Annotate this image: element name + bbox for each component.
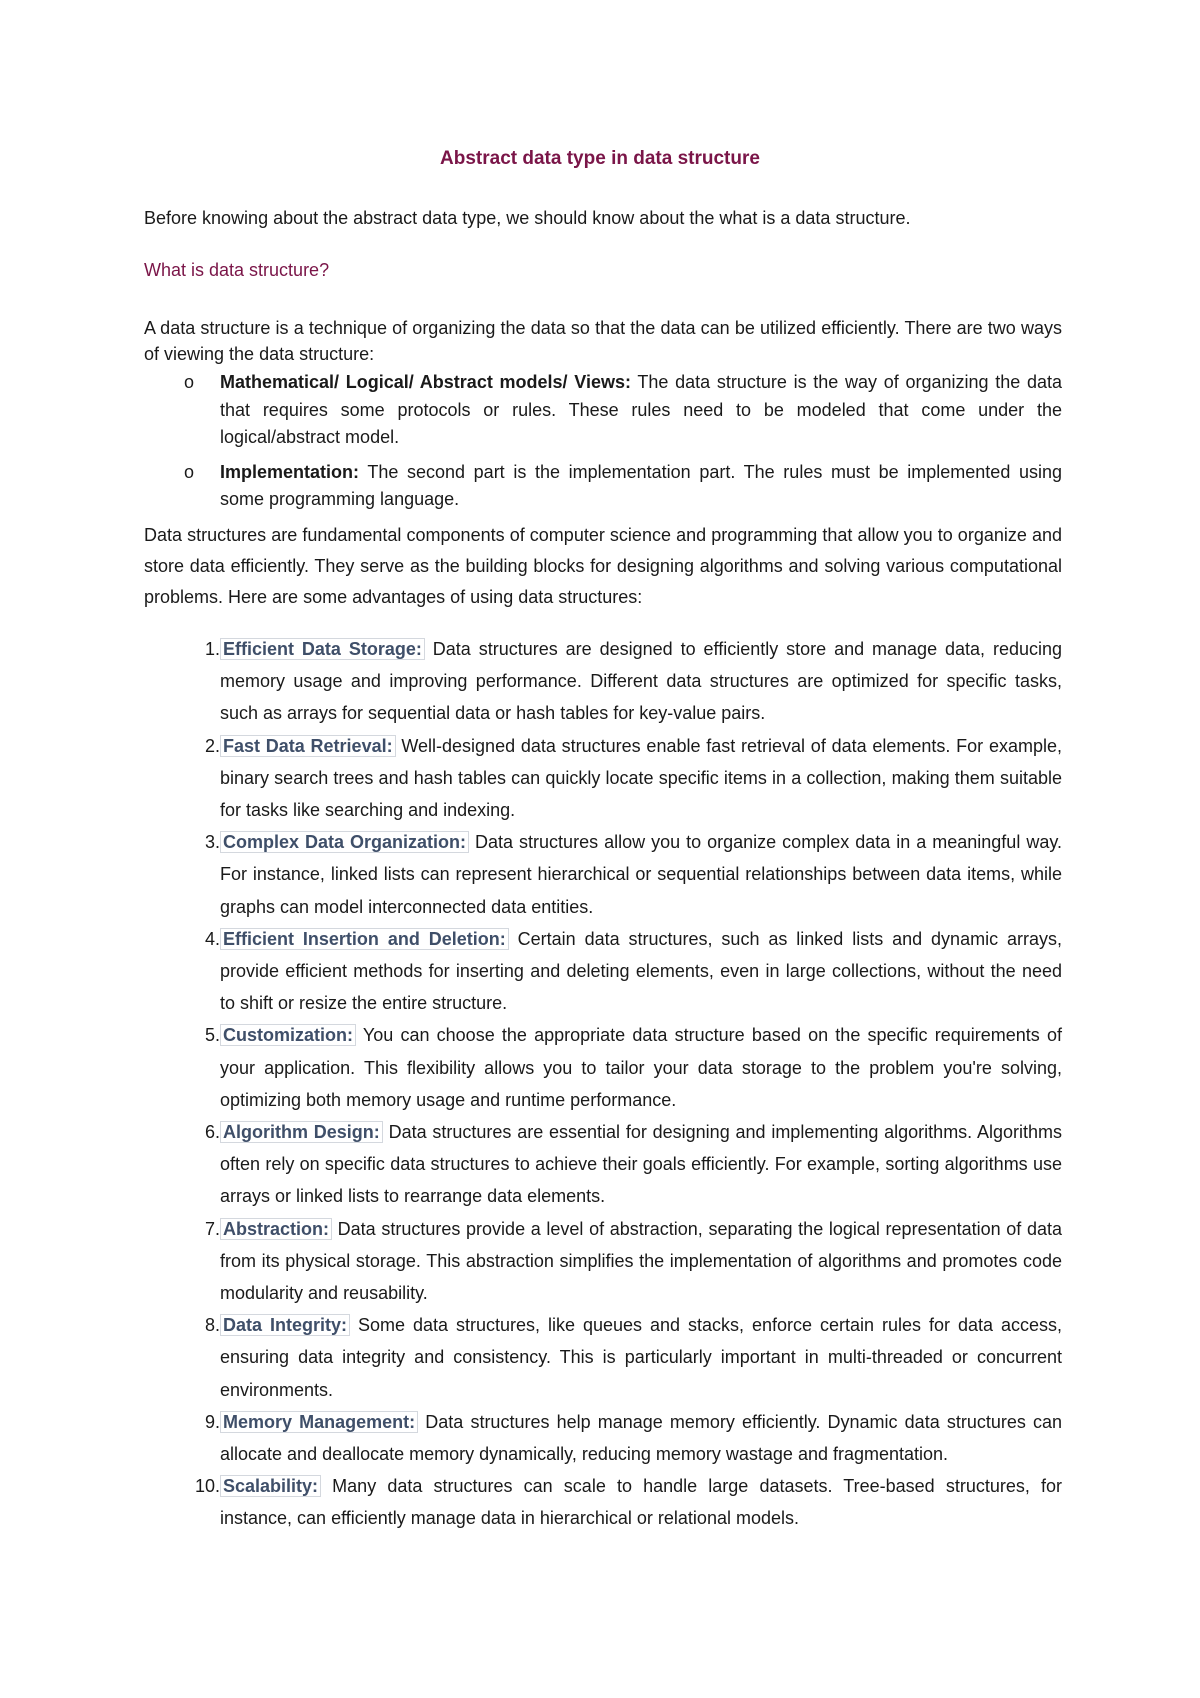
- definition-paragraph: A data structure is a technique of organizing the data so that the data can be utilized efficiently. There are two ways of viewing the data structure:: [144, 318, 1062, 364]
- advantage-term: Algorithm Design:: [220, 1121, 383, 1143]
- advantage-term: Efficient Data Storage:: [220, 638, 425, 660]
- advantage-text: You can choose the appropriate data structure based on the specific requirements of your application. This flexibility allows you to tailor your data storage to the problem you're solving, optimizing both memory usage and runtime performance.: [220, 1025, 1062, 1110]
- advantage-term: Abstraction:: [220, 1218, 332, 1240]
- advantage-term: Complex Data Organization:: [220, 831, 469, 853]
- list-number: 9.: [204, 1411, 220, 1432]
- section-heading: What is data structure?: [144, 260, 330, 280]
- advantage-text: Some data structures, like queues and stacks, enforce certain rules for data access, ensuring data integrity and consistency. This is particularly important in multi-threaded or concurrent environments.: [220, 1315, 1062, 1400]
- list-number: 10.: [194, 1476, 220, 1497]
- list-number: 1.: [204, 639, 220, 659]
- list-number: 6.: [204, 1122, 220, 1143]
- list-item: [144, 633, 1062, 730]
- advantage-term: Data Integrity:: [220, 1314, 350, 1336]
- list-item: [144, 1019, 1062, 1116]
- intro-paragraph: Before knowing about the abstract data type, we should know about the what is a data structure.: [144, 208, 911, 228]
- view-term: Implementation:: [220, 461, 360, 482]
- list-item: [144, 369, 1062, 452]
- advantage-term: Memory Management:: [220, 1411, 418, 1433]
- advantage-term: Efficient Insertion and Deletion:: [220, 928, 509, 950]
- advantage-term: Scalability:: [220, 1475, 321, 1497]
- list-number: 4.: [204, 928, 220, 949]
- document-title: Abstract data type in data structure: [440, 148, 760, 169]
- list-number: 3.: [204, 832, 220, 853]
- advantage-text: Data structures help manage memory efficiently. Dynamic data structures can allocate and deallocate memory dynamically, reducing memory wastage and fragmentation.: [220, 1411, 1062, 1465]
- bullet-marker: o: [184, 461, 195, 482]
- advantage-text: Many data structures can scale to handle large datasets. Tree-based structures, for instance, can efficiently manage data in hierarchical or relational models.: [220, 1476, 1062, 1529]
- advantage-text: Certain data structures, such as linked lists and dynamic arrays, provide efficient methods for inserting and deleting elements, even in large collections, without the need to shift or resize the entire structure.: [220, 928, 1062, 1014]
- advantage-text: Data structures are designed to efficiently store and manage data, reducing memory usage and improving performance. Different data structures are optimized for specific tasks, such as arrays for sequential data or hash tables for key-value pairs.: [220, 639, 1062, 724]
- list-number: 8.: [204, 1315, 220, 1336]
- list-number: 2.: [204, 735, 220, 756]
- view-term: Mathematical/ Logical/ Abstract models/ Views:: [220, 372, 631, 392]
- advantage-text: Well-designed data structures enable fast retrieval of data elements. For example, binary search trees and hash tables can quickly locate specific items in a collection, making them suitable for tasks like searching and indexing.: [220, 735, 1062, 821]
- views-list: [144, 369, 1062, 521]
- list-item: [144, 1213, 1062, 1310]
- list-item: [144, 1309, 1062, 1406]
- advantage-term: Customization:: [220, 1024, 356, 1046]
- list-number: 5.: [204, 1025, 220, 1046]
- advantages-list: [144, 633, 1062, 1535]
- list-item: [144, 826, 1062, 923]
- advantage-text: Data structures allow you to organize complex data in a meaningful way. For instance, linked lists can represent hierarchical or sequential relationships between data items, while graphs can model interconnected data entities.: [220, 832, 1062, 917]
- list-item: [144, 730, 1062, 827]
- list-item: [144, 1470, 1062, 1534]
- view-text: The second part is the implementation part. The rules must be implemented using some programming language.: [220, 461, 1062, 509]
- bullet-marker: o: [184, 372, 195, 392]
- advantage-text: Data structures are essential for designing and implementing algorithms. Algorithms often rely on specific data structures to achieve their goals efficiently. For example, sorting algorithms use arrays or linked lists to rearrange data elements.: [220, 1122, 1063, 1207]
- advantage-text: Data structures provide a level of abstraction, separating the logical representation of data from its physical storage. This abstraction simplifies the implementation of algorithms and promotes code modularity and reusability.: [220, 1218, 1062, 1304]
- list-item: [144, 459, 1062, 514]
- advantages-intro-paragraph: Data structures are fundamental components of computer science and programming that allow you to organize and store data efficiently. They serve as the building blocks for designing algorithms and solving various computational problems. Here are some advantages of using data structures:: [144, 525, 1062, 607]
- advantage-term: Fast Data Retrieval:: [220, 735, 396, 757]
- list-item: [144, 923, 1062, 1020]
- view-text: The data structure is the way of organizing the data that requires some protocols or rules. These rules need to be modeled that come under the logical/abstract model.: [220, 372, 1062, 447]
- list-number: 7.: [204, 1218, 220, 1239]
- list-item: [144, 1406, 1062, 1470]
- list-item: [144, 1116, 1062, 1213]
